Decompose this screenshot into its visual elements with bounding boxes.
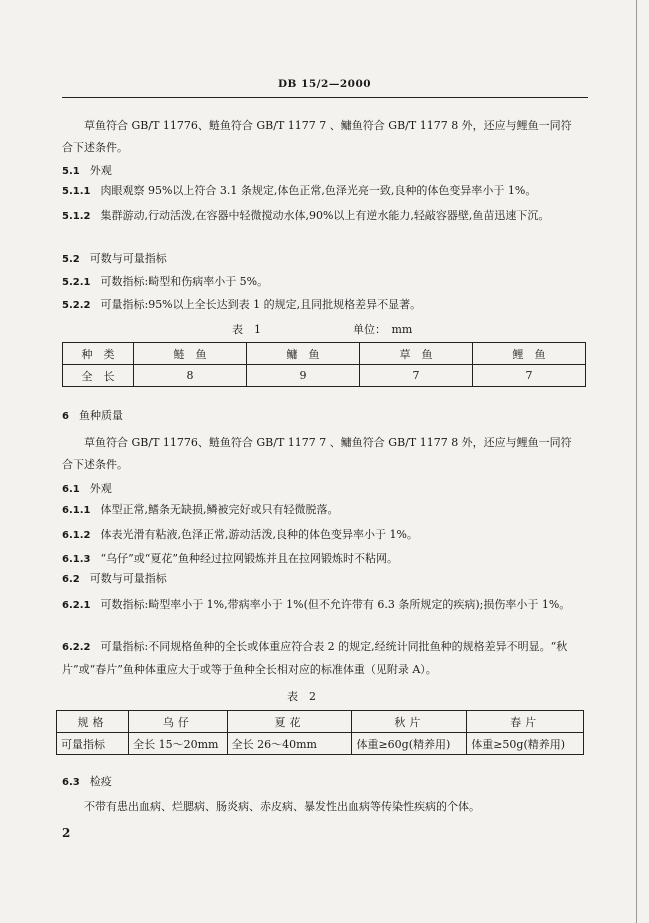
heading-5-2 xyxy=(62,250,167,269)
heading-number: 6.2 xyxy=(62,574,80,585)
table-1 xyxy=(62,342,586,387)
table-header-cell: 秋片 xyxy=(352,711,467,733)
table-cell: 可量指标 xyxy=(57,733,129,755)
table-cell: 体重≥50g(精养用) xyxy=(467,733,584,755)
clause-number: 5.2.2 xyxy=(62,300,91,311)
table-header-cell: 规格 xyxy=(57,711,129,733)
clause-number: 6.1.1 xyxy=(62,505,91,516)
clause-5-2-1 xyxy=(62,271,582,294)
table-cell: 全长 15～20mm xyxy=(129,733,227,755)
table2-caption: 表 2 xyxy=(287,690,316,703)
page-number: 2 xyxy=(62,826,71,840)
section6-intro-paragraph: 草鱼符合 GB/T 11776、鲢鱼符合 GB/T 1177 7 、鳙鱼符合 GB/T 1177 8 外，还应与鲤鱼一同符合下述条件。 xyxy=(62,436,572,471)
clause-6-2-1 xyxy=(62,594,582,617)
heading-6-3 xyxy=(62,773,112,792)
table-header-cell: 春片 xyxy=(467,711,584,733)
heading-number: 6 xyxy=(62,411,69,422)
header-rule xyxy=(62,97,588,98)
table1-caption: 表 1 xyxy=(232,323,261,336)
clause-text: 可量指标:不同规格鱼种的全长或体重应符合表 2 的规定,经统计同批鱼种的规格差异不明显。“秋片”或“春片”鱼种体重应大于或等于鱼种全长相对应的标准体重（见附录 A）。 xyxy=(62,640,568,676)
heading-title: 外观 xyxy=(89,164,112,177)
heading-5-1 xyxy=(62,162,112,181)
clause-text: 可量指标:95%以上全长达到表 1 的规定,且同批规格差异不显著。 xyxy=(100,298,422,311)
table-header-cell: 夏花 xyxy=(227,711,352,733)
clause-text: 可数指标:畸型和伤病率小于 5%。 xyxy=(100,275,269,288)
table-cell: 8 xyxy=(134,365,247,387)
clause-text: 体表光滑有粘液,色泽正常,游动活泼,良种的体色变异率小于 1%。 xyxy=(100,528,418,541)
clause-number: 6.1.3 xyxy=(62,554,91,565)
heading-number: 5.2 xyxy=(62,254,80,265)
clause-text: 集群游动,行动活泼,在容器中轻微搅动水体,90%以上有逆水能力,轻敲容器壁,鱼苗迅速下沉。 xyxy=(100,209,550,222)
scan-edge-line xyxy=(636,0,637,923)
table-row xyxy=(63,365,586,387)
clause-number: 5.1.1 xyxy=(62,186,91,197)
section6-3-paragraph: 不带有患出血病、烂腮病、肠炎病、赤皮病、暴发性出血病等传染性疾病的个体。 xyxy=(84,800,480,813)
clause-6-1-1 xyxy=(62,499,582,522)
clause-number: 6.1.2 xyxy=(62,530,91,541)
heading-6 xyxy=(62,407,123,426)
intro-paragraph: 草鱼符合 GB/T 11776、鲢鱼符合 GB/T 1177 7 、鳙鱼符合 GB/T 1177 8 外，还应与鲤鱼一同符合下述条件。 xyxy=(62,119,572,154)
clause-6-1-3 xyxy=(62,548,582,571)
heading-number: 6.1 xyxy=(62,484,80,495)
heading-title: 检疫 xyxy=(89,775,112,788)
table-cell: 7 xyxy=(473,365,586,387)
clause-number: 6.2.2 xyxy=(62,642,91,653)
table-cell: 全 长 xyxy=(63,365,134,387)
clause-number: 5.2.1 xyxy=(62,277,91,288)
table-header-cell: 鲢 鱼 xyxy=(134,343,247,365)
clause-5-1-1 xyxy=(62,180,582,203)
table-cell: 9 xyxy=(247,365,360,387)
clause-text: 体型正常,鳍条无缺损,鳞被完好或只有轻微脱落。 xyxy=(100,503,339,516)
clause-text: 肉眼观察 95%以上符合 3.1 条规定,体色正常,色泽光亮一致,良种的体色变异率小于 1%。 xyxy=(100,184,537,197)
table-header-cell: 种 类 xyxy=(63,343,134,365)
heading-title: 外观 xyxy=(89,482,112,495)
table-cell: 全长 26～40mm xyxy=(227,733,352,755)
table-header-cell: 乌仔 xyxy=(129,711,227,733)
clause-text: “乌仔”或“夏花”鱼种经过拉网锻炼并且在拉网锻炼时不粘网。 xyxy=(100,552,398,565)
clause-5-2-2 xyxy=(62,294,582,317)
table-row xyxy=(57,733,584,755)
table-2 xyxy=(56,710,584,755)
table-header-cell: 鳙 鱼 xyxy=(247,343,360,365)
clause-number: 6.2.1 xyxy=(62,600,91,611)
clause-6-2-2 xyxy=(62,636,582,681)
heading-number: 5.1 xyxy=(62,166,80,177)
clause-number: 5.1.2 xyxy=(62,211,91,222)
heading-title: 可数与可量指标 xyxy=(89,252,167,265)
heading-6-1 xyxy=(62,480,112,499)
table-header-row xyxy=(63,343,586,365)
table-header-row xyxy=(57,711,584,733)
clause-6-1-2 xyxy=(62,524,582,547)
heading-number: 6.3 xyxy=(62,777,80,788)
table1-unit: 单位： mm xyxy=(353,323,413,336)
table-cell: 体重≥60g(精养用) xyxy=(352,733,467,755)
table-header-cell: 草 鱼 xyxy=(360,343,473,365)
clause-5-1-2 xyxy=(62,205,582,228)
heading-title: 可数与可量指标 xyxy=(89,572,167,585)
table-header-cell: 鲤 鱼 xyxy=(473,343,586,365)
table-cell: 7 xyxy=(360,365,473,387)
heading-title: 鱼种质量 xyxy=(78,409,123,422)
document-header: DB 15/2—2000 xyxy=(277,78,372,90)
heading-6-2 xyxy=(62,570,167,589)
clause-text: 可数指标:畸型率小于 1%,带病率小于 1%(但不允许带有 6.3 条所规定的疾病);损伤率小于 1%。 xyxy=(100,598,571,611)
